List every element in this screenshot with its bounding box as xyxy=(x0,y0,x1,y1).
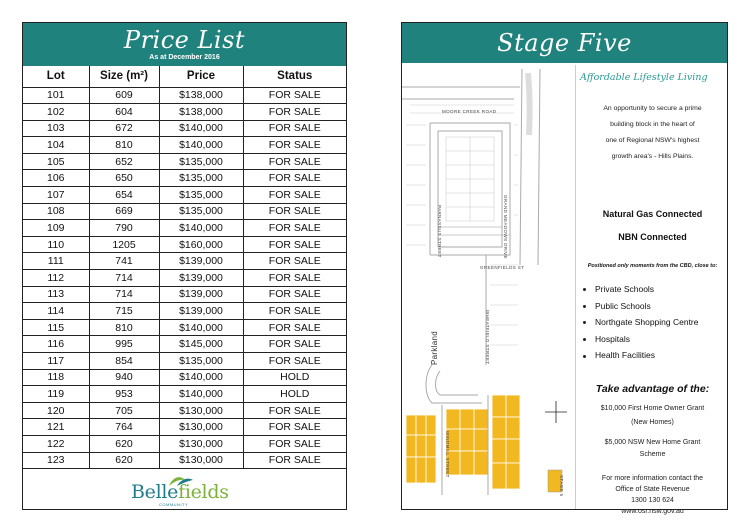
cell-size: 714 xyxy=(89,286,159,303)
price-list-banner xyxy=(23,23,346,66)
cell-status: FOR SALE xyxy=(243,402,346,419)
table-row xyxy=(23,286,346,303)
list-item: Public Schools xyxy=(583,301,699,318)
table-header-row xyxy=(23,66,346,87)
cell-status: FOR SALE xyxy=(243,286,346,303)
cell-price: $139,000 xyxy=(159,270,243,287)
cell-lot: 102 xyxy=(23,104,89,121)
cell-price: $160,000 xyxy=(159,236,243,253)
cell-status: HOLD xyxy=(243,386,346,403)
cell-status: FOR SALE xyxy=(243,170,346,187)
cell-status: FOR SALE xyxy=(243,120,346,137)
cell-status: FOR SALE xyxy=(243,336,346,353)
road-label-parnassus: PARNASSUS STREET xyxy=(437,205,442,258)
positioned-text: Positioned only moments from the CBD, close to: xyxy=(587,263,718,269)
cell-status: FOR SALE xyxy=(243,435,346,452)
cell-price: $140,000 xyxy=(159,319,243,336)
cell-size: 790 xyxy=(89,220,159,237)
cell-status: FOR SALE xyxy=(243,220,346,237)
cell-lot: 123 xyxy=(23,452,89,469)
cell-lot: 115 xyxy=(23,319,89,336)
table-row xyxy=(23,270,346,287)
contact-phone: 1300 130 624 xyxy=(631,497,674,504)
cell-lot: 113 xyxy=(23,286,89,303)
intro-line: building block in the heart of xyxy=(610,121,695,128)
intro-line: growth area's - Hills Plains. xyxy=(611,153,694,160)
cell-status: FOR SALE xyxy=(243,187,346,204)
grant-new-home: $5,000 NSW New Home Grant xyxy=(604,439,701,446)
cell-size: 995 xyxy=(89,336,159,353)
nbn-connected: NBN Connected xyxy=(618,232,687,242)
cell-lot: 119 xyxy=(23,386,89,403)
table-row xyxy=(23,120,346,137)
cell-price: $135,000 xyxy=(159,203,243,220)
cell-size: 810 xyxy=(89,137,159,154)
list-item: Private Schools xyxy=(583,284,699,301)
parkland-label: Parkland xyxy=(430,331,439,365)
cell-lot: 111 xyxy=(23,253,89,270)
table-row xyxy=(23,170,346,187)
list-item: Health Facilities xyxy=(583,350,699,367)
intro-line: An opportunity to secure a prime xyxy=(603,105,702,112)
cell-size: 652 xyxy=(89,153,159,170)
cell-size: 854 xyxy=(89,353,159,370)
bellefields-logo xyxy=(23,473,346,509)
cell-status: FOR SALE xyxy=(243,452,346,469)
cell-status: FOR SALE xyxy=(243,87,346,104)
contact-office: Office of State Revenue xyxy=(615,486,690,493)
price-table xyxy=(23,66,346,469)
cell-size: 741 xyxy=(89,253,159,270)
logo-wordmark: Bellefields xyxy=(131,481,229,503)
cell-price: $135,000 xyxy=(159,353,243,370)
table-row xyxy=(23,319,346,336)
road-label-windmill: WINDMILL STREET xyxy=(445,431,450,478)
cell-price: $140,000 xyxy=(159,386,243,403)
road-label-greenfields: GREENFIELDS ST xyxy=(480,265,525,270)
cell-size: 609 xyxy=(89,87,159,104)
list-item: Northgate Shopping Centre xyxy=(583,317,699,334)
table-row xyxy=(23,153,346,170)
table-row xyxy=(23,87,346,104)
table-row xyxy=(23,419,346,436)
contact-website[interactable]: www.osr.nsw.gov.au xyxy=(621,508,684,515)
cell-status: FOR SALE xyxy=(243,319,346,336)
stage-five-panel xyxy=(401,22,728,515)
table-row xyxy=(23,402,346,419)
stage-five-banner xyxy=(402,23,727,63)
cell-price: $135,000 xyxy=(159,187,243,204)
table-row xyxy=(23,303,346,320)
cell-status: FOR SALE xyxy=(243,104,346,121)
price-list-date: As at December 2016 xyxy=(149,54,220,61)
contact-line: For more information contact the xyxy=(601,475,704,482)
logo-tagline: COMMUNITY xyxy=(159,502,189,507)
cell-price: $139,000 xyxy=(159,286,243,303)
cell-price: $135,000 xyxy=(159,170,243,187)
site-map xyxy=(402,65,576,509)
cell-status: FOR SALE xyxy=(243,137,346,154)
table-row xyxy=(23,452,346,469)
cell-size: 654 xyxy=(89,187,159,204)
cell-lot: 122 xyxy=(23,435,89,452)
cell-size: 620 xyxy=(89,452,159,469)
grant-first-home-note: (New Homes) xyxy=(631,419,674,426)
cell-lot: 101 xyxy=(23,87,89,104)
table-row xyxy=(23,386,346,403)
cell-size: 1205 xyxy=(89,236,159,253)
road-label-wheatfield: WHEATFIELD STREET xyxy=(485,310,490,365)
grant-first-home: $10,000 First Home Owner Grant xyxy=(600,405,705,412)
cell-status: FOR SALE xyxy=(243,203,346,220)
cell-price: $145,000 xyxy=(159,336,243,353)
cell-lot: 114 xyxy=(23,303,89,320)
cell-lot: 118 xyxy=(23,369,89,386)
header-lot: Lot xyxy=(23,66,89,87)
cell-lot: 112 xyxy=(23,270,89,287)
cell-price: $140,000 xyxy=(159,120,243,137)
table-row xyxy=(23,220,346,237)
cell-size: 940 xyxy=(89,369,159,386)
cell-status: FOR SALE xyxy=(243,270,346,287)
cell-size: 604 xyxy=(89,104,159,121)
cell-price: $130,000 xyxy=(159,419,243,436)
bullet-icon xyxy=(583,305,586,308)
info-heading: Affordable Lifestyle Living xyxy=(580,72,708,83)
cell-price: $138,000 xyxy=(159,87,243,104)
cell-lot: 110 xyxy=(23,236,89,253)
intro-text xyxy=(581,101,724,165)
cell-lot: 108 xyxy=(23,203,89,220)
grant-new-home-note: Scheme xyxy=(639,451,666,458)
take-advantage-heading: Take advantage of the: xyxy=(595,383,710,395)
table-row xyxy=(23,236,346,253)
table-row xyxy=(23,369,346,386)
bullet-icon xyxy=(583,321,586,324)
bullet-icon xyxy=(583,355,586,358)
gas-connected: Natural Gas Connected xyxy=(602,209,703,219)
cell-status: FOR SALE xyxy=(243,253,346,270)
cell-size: 764 xyxy=(89,419,159,436)
cell-price: $130,000 xyxy=(159,452,243,469)
cell-lot: 105 xyxy=(23,153,89,170)
cell-lot: 116 xyxy=(23,336,89,353)
cell-size: 705 xyxy=(89,402,159,419)
cell-size: 714 xyxy=(89,270,159,287)
price-table-body xyxy=(23,87,346,469)
cell-status: FOR SALE xyxy=(243,236,346,253)
cell-lot: 109 xyxy=(23,220,89,237)
cell-size: 953 xyxy=(89,386,159,403)
cell-lot: 106 xyxy=(23,170,89,187)
cell-status: HOLD xyxy=(243,369,346,386)
cell-lot: 117 xyxy=(23,353,89,370)
stage-five-title: Stage Five xyxy=(497,29,632,57)
table-row xyxy=(23,435,346,452)
table-row xyxy=(23,137,346,154)
cell-lot: 104 xyxy=(23,137,89,154)
cell-size: 650 xyxy=(89,170,159,187)
site-map-drawing xyxy=(402,65,576,509)
cell-price: $130,000 xyxy=(159,402,243,419)
cell-price: $140,000 xyxy=(159,369,243,386)
cell-price: $139,000 xyxy=(159,253,243,270)
cell-price: $140,000 xyxy=(159,220,243,237)
cell-lot: 107 xyxy=(23,187,89,204)
bullet-icon xyxy=(583,288,586,291)
cell-lot: 103 xyxy=(23,120,89,137)
cell-lot: 120 xyxy=(23,402,89,419)
list-item: Hospitals xyxy=(583,334,699,351)
cell-lot: 121 xyxy=(23,419,89,436)
cell-price: $140,000 xyxy=(159,137,243,154)
cell-price: $130,000 xyxy=(159,435,243,452)
table-row xyxy=(23,353,346,370)
cell-price: $138,000 xyxy=(159,104,243,121)
amenities-list xyxy=(583,284,699,367)
cell-price: $135,000 xyxy=(159,153,243,170)
cell-status: FOR SALE xyxy=(243,419,346,436)
table-row xyxy=(23,203,346,220)
cell-size: 672 xyxy=(89,120,159,137)
header-status: Status xyxy=(243,66,346,87)
header-price: Price xyxy=(159,66,243,87)
cell-status: FOR SALE xyxy=(243,303,346,320)
road-label-moore-creek: MOORE CREEK ROAD xyxy=(442,109,497,114)
road-label-grand-meadows: GRAND MEADOWS DRIVE xyxy=(503,195,508,259)
bullet-icon xyxy=(583,338,586,341)
cell-size: 810 xyxy=(89,319,159,336)
cell-size: 715 xyxy=(89,303,159,320)
cell-price: $139,000 xyxy=(159,303,243,320)
cell-status: FOR SALE xyxy=(243,353,346,370)
header-size: Size (m²) xyxy=(89,66,159,87)
table-row xyxy=(23,253,346,270)
info-column xyxy=(577,65,728,515)
cell-size: 620 xyxy=(89,435,159,452)
table-row xyxy=(23,336,346,353)
price-list-title: Price List xyxy=(123,26,246,54)
table-row xyxy=(23,104,346,121)
stage-5-label: STAGE 5 xyxy=(559,475,564,497)
price-list-panel xyxy=(22,22,347,510)
intro-line: one of Regional NSW's highest xyxy=(605,137,700,144)
table-row xyxy=(23,187,346,204)
cell-status: FOR SALE xyxy=(243,153,346,170)
cell-size: 669 xyxy=(89,203,159,220)
